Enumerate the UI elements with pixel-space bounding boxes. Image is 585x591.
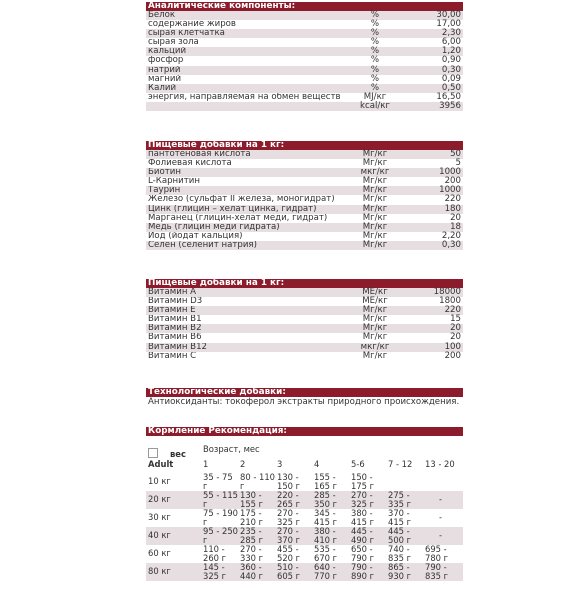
- row-shade: [146, 491, 463, 509]
- row-name: Калий: [148, 83, 177, 93]
- row-value: 200: [444, 176, 461, 187]
- table-row: [146, 177, 463, 186]
- feeding-cell: 235 - 285 г: [240, 526, 264, 545]
- adult-label: Adult: [148, 459, 174, 469]
- row-value: 1,20: [441, 46, 461, 57]
- weight-label: 20 кг: [148, 494, 171, 504]
- row-value: 180: [444, 203, 461, 214]
- table-row: [146, 102, 463, 111]
- row-unit: Мг/кг: [362, 305, 388, 316]
- age-column-header: 2: [240, 459, 246, 469]
- feeding-cell: 535 - 670 г: [314, 544, 338, 563]
- row-name: [146, 102, 350, 111]
- row-value: 0,90: [441, 55, 461, 66]
- row-unit: МЕ/кг: [362, 296, 388, 307]
- row-unit: Мг/кг: [362, 176, 388, 187]
- row-unit: %: [370, 19, 380, 30]
- row-name: Йод (йодат кальция): [148, 231, 243, 241]
- age-column-header: 4: [314, 459, 320, 469]
- row-value: 2,20: [441, 230, 461, 241]
- row-name: кальций: [148, 47, 187, 57]
- table-row: [146, 333, 463, 342]
- feeding-cell: 370 - 415 г: [388, 508, 412, 527]
- row-name: магний: [148, 74, 182, 84]
- row-unit: Мг/кг: [362, 158, 388, 169]
- table-row: [146, 352, 463, 361]
- tech-section: [146, 388, 463, 407]
- feeding-cell: 740 - 835 г: [388, 544, 412, 563]
- row-value: 220: [444, 305, 461, 316]
- row-value: 15: [450, 314, 461, 325]
- feeding-cell: 360 - 440 г: [240, 562, 264, 581]
- table-row: [146, 47, 463, 56]
- weight-label: 40 кг: [148, 530, 171, 540]
- feeding-cell: 75 - 190 г: [203, 508, 238, 527]
- row-name: Витамин B12: [148, 342, 208, 352]
- feeding-cell: 95 - 250 г: [203, 526, 238, 545]
- row-name: Витамин C: [148, 351, 197, 361]
- row-name: Витамин A: [148, 288, 197, 297]
- row-unit: Мг/кг: [362, 323, 388, 334]
- row-value: 6,00: [441, 37, 461, 48]
- feeding-cell: 285 - 350 г: [314, 490, 338, 509]
- row-name: Марганец (глицин-хелат меди, гидрат): [148, 213, 328, 223]
- row-unit: Мг/кг: [362, 149, 388, 159]
- row-name: фосфор: [148, 56, 184, 66]
- broken-image-icon: [148, 448, 158, 458]
- row-unit: %: [370, 64, 380, 75]
- row-value: 0,30: [441, 64, 461, 75]
- feeding-cell: 695 - 780 г: [425, 544, 449, 563]
- row-value: 18: [450, 221, 461, 232]
- row-shade: [146, 563, 463, 581]
- feeding-cell: 110 - 260 г: [203, 544, 227, 563]
- feeding-cell: 155 - 165 г: [314, 472, 338, 491]
- feeding-cell: 270 - 330 г: [240, 544, 264, 563]
- row-unit: %: [370, 82, 380, 93]
- additives2-section: [146, 279, 463, 361]
- age-column-header: 7 - 12: [388, 459, 413, 469]
- row-value: 20: [450, 323, 461, 334]
- row-unit: kcal/кг: [360, 100, 390, 111]
- age-label: Возраст, мес: [203, 444, 260, 454]
- feeding-cell: 445 - 490 г: [351, 526, 375, 545]
- row-name: Витамин E: [148, 306, 196, 316]
- table-row: [146, 38, 463, 47]
- weight-label: 60 кг: [148, 548, 171, 558]
- feeding-cell: 270 - 325 г: [351, 490, 375, 509]
- row-unit: Мг/кг: [362, 185, 388, 196]
- row-unit: мкг/кг: [360, 167, 390, 178]
- table-row: [146, 75, 463, 84]
- table-row: [146, 297, 463, 306]
- feeding-cell: 150 - 175 г: [351, 472, 375, 491]
- row-unit: Мг/кг: [362, 212, 388, 223]
- feeding-cell: -: [439, 530, 443, 540]
- row-name: Витамин D3: [148, 297, 203, 307]
- row-value: 0,09: [441, 73, 461, 84]
- table-row: [146, 56, 463, 65]
- row-name: энергия, направляемая на обмен веществ: [148, 92, 341, 102]
- row-value: 5: [455, 158, 461, 169]
- tech-text: Антиоксиданты: токоферол экстракты природного происхождения.: [148, 397, 460, 407]
- feeding-cell: 130 - 155 г: [240, 490, 264, 509]
- table-row: [146, 66, 463, 75]
- additives2-table: [146, 288, 463, 361]
- table-row: [146, 29, 463, 38]
- row-value: 2,30: [441, 28, 461, 39]
- feeding-cell: 145 - 325 г: [203, 562, 227, 581]
- feeding-cell: 55 - 115 г: [203, 490, 238, 509]
- feeding-cell: 130 - 150 г: [277, 472, 301, 491]
- feeding-cell: 275 - 335 г: [388, 490, 412, 509]
- weight-image-alt: вес: [170, 449, 186, 459]
- feeding-section: [146, 427, 463, 591]
- row-value: 1000: [439, 167, 461, 178]
- row-name: Фолиевая кислота: [148, 159, 232, 169]
- feeding-cell: 790 - 890 г: [351, 562, 375, 581]
- row-name: Медь (глицин меди гидрата): [148, 222, 280, 232]
- analytics-header: Аналитические компоненты:: [146, 2, 463, 11]
- row-value: 30,00: [436, 10, 461, 20]
- row-unit: %: [370, 55, 380, 66]
- row-name: L-Карнитин: [148, 177, 200, 187]
- row-value: 20: [450, 212, 461, 223]
- table-row: [146, 214, 463, 223]
- table-row: [146, 205, 463, 214]
- row-value: 16,50: [436, 91, 461, 102]
- table-row: [146, 241, 463, 250]
- row-shade: [146, 527, 463, 545]
- row-unit: Мг/кг: [362, 203, 388, 214]
- row-value: 50: [450, 149, 461, 159]
- feeding-table: [146, 436, 463, 591]
- row-value: 20: [450, 332, 461, 343]
- table-row: [146, 232, 463, 241]
- table-row: [146, 20, 463, 29]
- row-name: Витамин B2: [148, 324, 202, 334]
- feeding-cell: -: [439, 512, 443, 522]
- row-unit: МЕ/кг: [362, 287, 388, 297]
- row-unit: Мг/кг: [362, 194, 388, 205]
- table-row: [146, 288, 463, 297]
- weight-label: 30 кг: [148, 512, 171, 522]
- weight-label: 80 кг: [148, 566, 171, 576]
- additives1-section: [146, 141, 463, 250]
- feeding-header: Кормление Рекомендация:: [146, 427, 463, 436]
- table-row: [146, 168, 463, 177]
- row-unit: %: [370, 28, 380, 39]
- table-row: [146, 343, 463, 352]
- row-name: сырая клетчатка: [148, 29, 225, 39]
- row-value: 18000: [433, 287, 461, 297]
- row-value: 100: [444, 341, 461, 352]
- row-value: 0,30: [441, 239, 461, 250]
- analytics-table: [146, 11, 463, 111]
- row-value: 17,00: [436, 19, 461, 30]
- feeding-cell: 345 - 415 г: [314, 508, 338, 527]
- additives1-table: [146, 150, 463, 250]
- feeding-cell: 865 - 930 г: [388, 562, 412, 581]
- age-column-header: 1: [203, 459, 209, 469]
- row-name: Таурин: [148, 186, 181, 196]
- row-value: 200: [444, 350, 461, 361]
- row-unit: Мг/кг: [362, 230, 388, 241]
- row-unit: Мг/кг: [362, 239, 388, 250]
- feeding-cell: 270 - 370 г: [277, 526, 301, 545]
- age-column-header: 13 - 20: [425, 459, 455, 469]
- feeding-cell: 80 - 110 г: [240, 472, 275, 491]
- row-unit: Мг/кг: [362, 332, 388, 343]
- feeding-cell: 640 - 770 г: [314, 562, 338, 581]
- row-name: Витамин B1: [148, 315, 202, 325]
- row-value: 220: [444, 194, 461, 205]
- feeding-cell: 445 - 500 г: [388, 526, 412, 545]
- feeding-cell: 270 - 325 г: [277, 508, 301, 527]
- row-value: 1000: [439, 185, 461, 196]
- row-value: 3956: [439, 100, 461, 111]
- row-unit: Мг/кг: [362, 314, 388, 325]
- table-row: [146, 186, 463, 195]
- row-name: Цинк (глицин – хелат цинка, гидрат): [148, 204, 317, 214]
- row-unit: MJ/кг: [363, 91, 387, 102]
- age-column-header: 3: [277, 459, 283, 469]
- feeding-cell: 650 - 790 г: [351, 544, 375, 563]
- row-unit: Мг/кг: [362, 221, 388, 232]
- feeding-cell: 510 - 605 г: [277, 562, 301, 581]
- row-name: Биотин: [148, 168, 181, 178]
- row-name: натрий: [148, 65, 181, 75]
- table-row: [146, 159, 463, 168]
- feeding-cell: 220 - 265 г: [277, 490, 301, 509]
- table-row: [146, 315, 463, 324]
- age-column-header: 5-6: [351, 459, 365, 469]
- row-unit: %: [370, 73, 380, 84]
- row-name: сырая зола: [148, 38, 199, 48]
- row-name: Селен (селенит натрия): [148, 240, 257, 250]
- row-name: Железо (сульфат II железа, моногидрат): [148, 195, 335, 205]
- table-row: [146, 306, 463, 315]
- table-row: [146, 324, 463, 333]
- row-unit: %: [370, 37, 380, 48]
- row-unit: %: [370, 10, 380, 20]
- row-unit: %: [370, 46, 380, 57]
- table-row: [146, 84, 463, 93]
- table-row: [146, 195, 463, 204]
- analytics-section: [146, 2, 463, 111]
- row-value: 0,50: [441, 82, 461, 93]
- table-row: [146, 150, 463, 159]
- row-unit: Мг/кг: [362, 350, 388, 361]
- row-name: пантотеновая кислота: [148, 150, 251, 159]
- feeding-cell: 455 - 520 г: [277, 544, 301, 563]
- tech-header: Технологические добавки:: [146, 388, 463, 397]
- additives1-header: Пищевые добавки на 1 кг:: [146, 141, 463, 150]
- row-unit: мкг/кг: [360, 341, 390, 352]
- row-name: содержание жиров: [148, 20, 237, 30]
- feeding-cell: 790 - 835 г: [425, 562, 449, 581]
- row-value: 1800: [439, 296, 461, 307]
- row-name: Белок: [148, 11, 176, 20]
- feeding-cell: 35 - 75 г: [203, 472, 233, 491]
- feeding-cell: -: [439, 494, 443, 504]
- row-name: Витамин B6: [148, 333, 202, 343]
- feeding-cell: 380 - 410 г: [314, 526, 338, 545]
- table-row: [146, 93, 463, 102]
- table-row: [146, 11, 463, 20]
- weight-label: 10 кг: [148, 476, 171, 486]
- feeding-cell: 380 - 415 г: [351, 508, 375, 527]
- additives2-header: Пищевые добавки на 1 кг:: [146, 279, 463, 288]
- feeding-cell: 175 - 210 г: [240, 508, 264, 527]
- table-row: [146, 223, 463, 232]
